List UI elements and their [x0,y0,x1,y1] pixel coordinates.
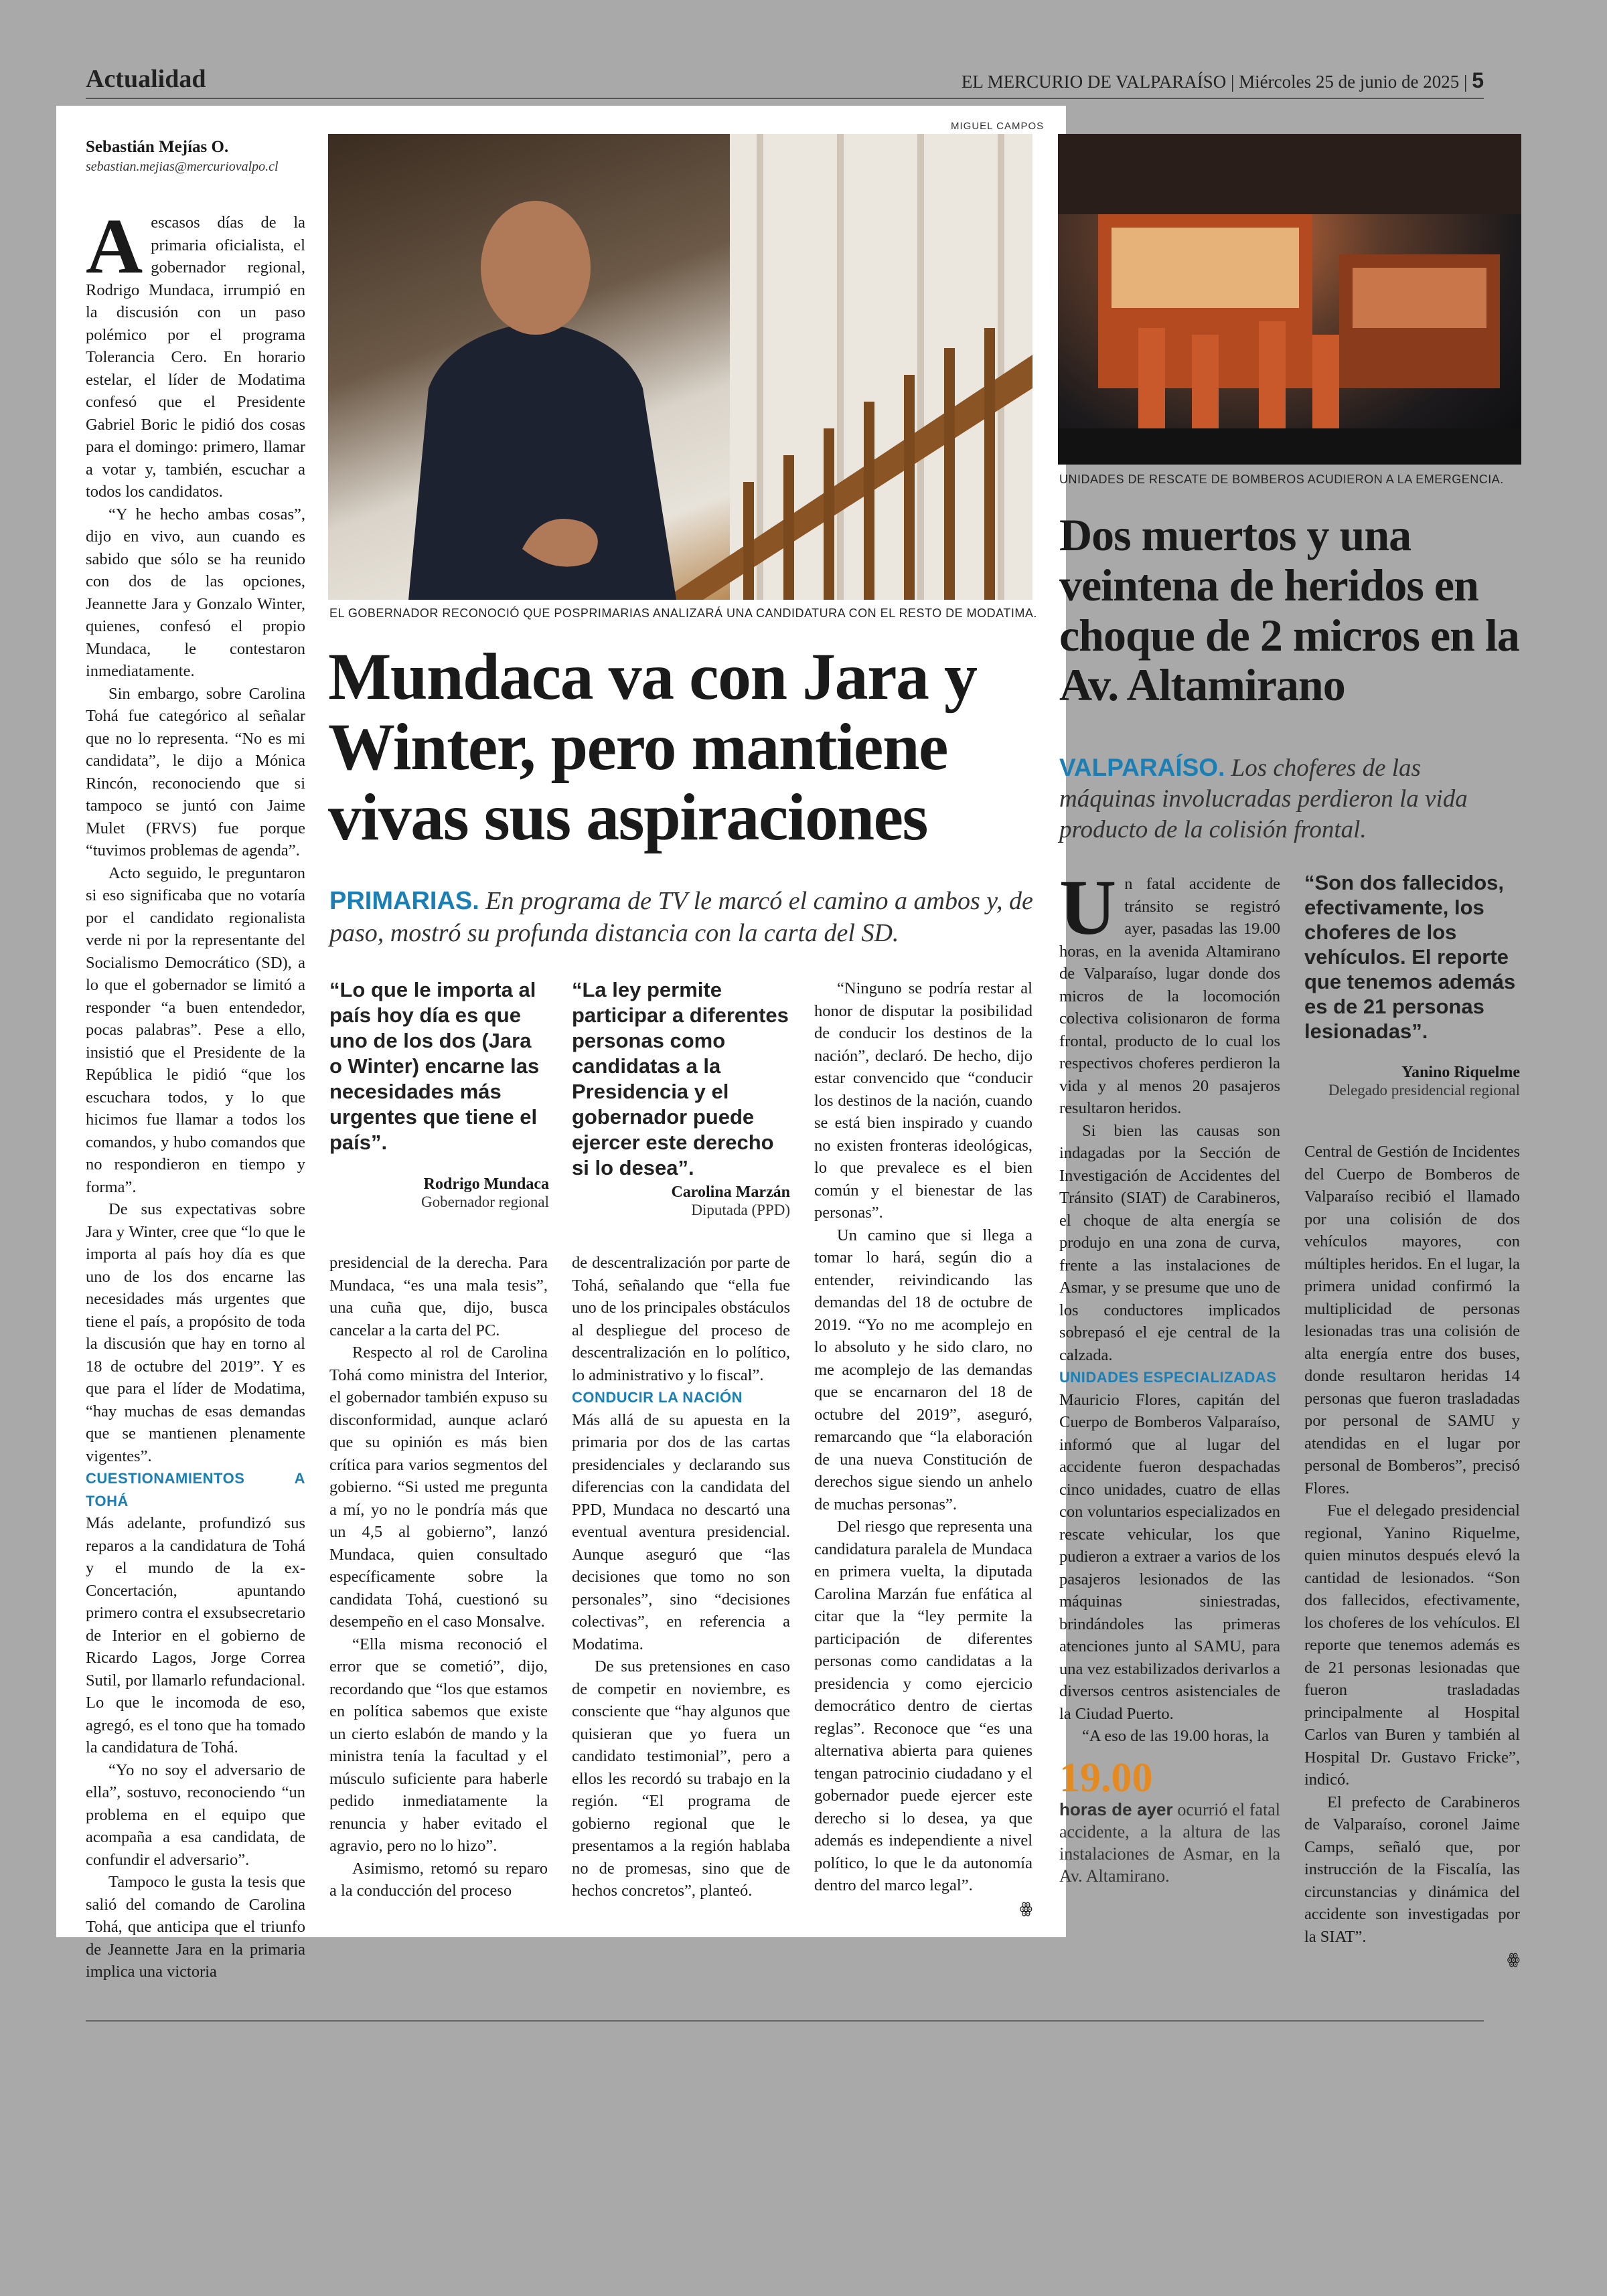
highlight-figure [1059,1754,1281,1887]
main-article-column-3 [572,1252,790,1902]
subheading: CUESTIONAMIENTOS A TOHÁ [86,1470,305,1509]
pull-quote-2 [572,977,790,1219]
paragraph: Más adelante, profundizó sus reparos a la candidatura de Tohá y el mundo de la ex-Concertación, apuntando primero contra el exsubsecretario de Interior en el gobierno de Ricardo Lagos, Jorge Correa Sutil, por llamarlo refundacional. Lo que le incomoda de eso, agregó, es el tono que ha tomado la candidatura de Tohá. [86,1514,305,1756]
paragraph: “Ella misma reconoció el error que se cometió”, dijo, recordando que “los que estamos en política sabemos que existe un cierto eslabón de mando y la ministra tenía la facultad y el músculo suficiente para haberle pedido inmediatamente la renuncia y haber evitado el agravio, pero no lo hizo”. [329,1635,548,1855]
paragraph: De sus pretensiones en caso de competir en noviembre, es consciente que “hay algunos que quisieran que yo fuera un candidato testimonial”, pero a ellos les recordó su trabajo en la región. “El programa de gobierno regional que le presentamos a la región hablaba no de promesas, sino que de hechos concretos”, planteó. [572,1657,790,1900]
paragraph: Fue el delegado presidencial regional, Yanino Riquelme, quien minutos después elevó la cantidad de lesionados. “Son dos fallecidos, efectivamente, los choferes de los vehículos. El reporte que tenemos además es de 21 personas lesionadas que fueron trasladadas principalmente al Hospital Carlos van Buren y también al Hospital Dr. Gustavo Fricke”, indicó. [1304,1501,1520,1789]
quote-text: “La ley permite participar a diferentes personas como candidatas a la Presidencia y el gobernador puede ejercer este derecho si lo desea”. [572,978,789,1179]
quote-text: “Son dos fallecidos, efectivamente, los choferes de los vehículos. El reporte que tenemos además es de 21 personas lesionadas”. [1304,871,1516,1043]
byline [86,138,307,175]
paragraph: De sus expectativas sobre Jara y Winter, cree que “lo que le importa al país hoy día es que uno de los dos encarne las necesidades más urgentes que tiene el país, a propósito de toda la discusión que hay en torno al 18 de octubre del 2019”. Y es que para el líder de Modatima, “hay muchas de esas demandas que se mantienen plenamente vigentes”. [86,1200,305,1465]
issue-date: Miércoles 25 de junio de 2025 [1239,72,1460,92]
dek-text: Los choferes de las máquinas involucradas perdieron la vida producto de la colisión frontal. [1059,754,1468,843]
page-number: 5 [1472,68,1484,92]
main-article-column-4 [814,977,1032,1919]
paragraph: “Ninguno se podría restar al honor de disputar la posibilidad de conducir los destinos de la nación”, declaró. De hecho, dijo estar convencido que “conducir los destinos de la nación, cuando se está bien inspirado y cuando no existen fronteras ideológicas, lo que prevalece es el bien común y el bienestar de las personas”. [814,979,1032,1222]
kicker: PRIMARIAS. [329,887,479,915]
dropcap: A [86,202,143,290]
paragraph: Tampoco le gusta la tesis que salió del comando de Carolina Tohá, que anticipa que el triunfo de Jeannette Jara en la primaria implica una victoria [86,1873,305,1981]
quote-role: Delegado presidencial regional [1328,1082,1520,1098]
portrait-illustration [328,134,1032,600]
paragraph: “Yo no soy el adversario de ella”, sostuvo, reconociendo “un problema en el equipo que acompaña a esa candidata, de confundir el adversario”. [86,1760,305,1869]
paragraph: Asimismo, retomó su reparo a la conducción del proceso [329,1859,548,1900]
dek-text: En programa de TV le marcó el camino a ambos y, de paso, mostró su profunda distancia con la carta del SD. [329,887,1033,947]
paragraph: n fatal accidente de tránsito se registró ayer, pasadas las 19.00 horas, en la avenida Altamirano de Valparaíso, lugar donde dos micros de la locomoción colectiva colisionaron de forma frontal, producto de lo cual los respectivos choferes perdieron la vida y al menos 20 pasajeros resultaron heridos. [1059,875,1280,1117]
paragraph: Mauricio Flores, capitán del Cuerpo de Bomberos Valparaíso, informó que al lugar del accidente fueron despachadas cinco unidades, cuatro de ellas con voluntarios especializados en rescate vehicular, los que pudieron a extraer a varios de los pasajeros lesionados de las máquinas siniestradas, brindándoles las primeras atenciones junto al SAMU, para una vez estabilizados derivarlos a diversos centros asistenciales de la Ciudad Puerto. [1059,1390,1280,1723]
newspaper-name: EL MERCURIO DE VALPARAÍSO [961,72,1227,92]
page-header [86,64,1484,99]
bottom-rule [86,2020,1484,2022]
section-label: Actualidad [86,65,206,93]
side-headline: Dos muertos y una veintena de heridos en choque de 2 micros en la Av. Altamirano [1059,509,1519,711]
paragraph: Central de Gestión de Incidentes del Cuerpo de Bomberos de Valparaíso recibió el llamado por una colisión de dos vehículos mayores, con múltiples heridos. En el lugar, la primera unidad confirmó la multiplicidad de personas lesionadas tras una colisión de alta energía entre dos buses, donde resultaron heridas 14 personas que fueron trasladadas por personal de SAMU y atendidas en el lugar por personal de Bomberos”, precisó Flores. [1304,1143,1520,1497]
quote-text: “Lo que le importa al país hoy día es que uno de los dos (Jara o Winter) encarne las necesidades más urgentes que tiene el país”. [329,978,540,1154]
highlight-desc: ocurrió el fatal accidente, a la altura de las instalaciones de Asmar, en la Av. Altamirano. [1059,1799,1281,1886]
side-photo [1058,134,1521,465]
kicker: VALPARAÍSO. [1059,754,1225,781]
side-photo-caption: UNIDADES DE RESCATE DE BOMBEROS ACUDIERON A LA EMERGENCIA. [1059,473,1504,486]
quote-role: Diputada (PPD) [691,1202,790,1218]
side-article-column-1 [1059,864,1281,1887]
paragraph: Sin embargo, sobre Carolina Tohá fue categórico al señalar que no lo representa. “No es mi candidata”, le dijo a Mónica Rincón, reconociendo que si tampoco se juntó con Jaime Mulet (FRVS) fue porque “tuvimos problemas de agenda”. [86,684,305,859]
subheading: CONDUCIR LA NACIÓN [572,1389,743,1406]
main-dek [329,885,1039,949]
side-article-column-2 [1304,1141,1520,1971]
paragraph: El prefecto de Carabineros de Valparaíso, coronel Jaime Camps, señaló que, por instrucción de la Fiscalía, las circunstancias y dinámica del accidente son investigadas por la SIAT”. [1304,1793,1520,1946]
side-pull-quote [1304,870,1520,1099]
pull-quote-1 [329,977,549,1211]
main-photo [328,134,1032,600]
paragraph: “Y he hecho ambas cosas”, dijo en vivo, aun cuando es sabido que sólo se ha reunido con dos de las opciones, Jeannette Jara y Gonzalo Winter, quienes, confesó el propio Mundaca, le contestaron inmediatamente. [86,505,305,680]
highlight-text [1059,1799,1280,1887]
main-photo-caption: EL GOBERNADOR RECONOCIÓ QUE POSPRIMARIAS ANALIZARÁ UNA CANDIDATURA CON EL RESTO DE MODATIMA. [329,606,1037,620]
paragraph: Respecto al rol de Carolina Tohá como ministra del Interior, el gobernador también expuso su disconformidad, aunque aclaró que su opinión es más bien crítica para varios segmentos del gobierno. “Si usted me pregunta a mí, yo no le pondría más que un 4,5 al gobierno”, lanzó Mundaca, quien consultado específicamente sobre la candidata Tohá, cuestionó su desempeño en el caso Monsalve. [329,1343,548,1631]
author-email[interactable]: sebastian.mejias@mercuriovalpo.cl [86,159,279,174]
highlight-number: 19.00 [1059,1754,1153,1801]
quote-name: Carolina Marzán [671,1183,790,1201]
paragraph: escasos días de la primaria oficialista, el gobernador regional, Rodrigo Mundaca, irrumpió en la discusión con un paso polémico por el programa Tolerancia Cero. En horario estelar, el líder de Modatima confesó que el Presidente Gabriel Boric le pidió dos cosas para el domingo: primero, llamar a votar y, también, escuchar a todos los candidatos. [86,214,305,501]
dropcap: U [1059,864,1117,951]
paragraph: de descentralización por parte de Tohá, señalando que “ella fue uno de los principales obstáculos al despliegue del proceso de descentralización en lo político, lo administrativo y lo fiscal”. [572,1254,790,1384]
main-article-column-2 [329,1252,548,1902]
paragraph: Un camino que si llega a tomar lo hará, según dio a entender, reivindicando las demandas del 18 de octubre de 2019. “Yo no me acomplejo en lo absoluto y he sido claro, no me acomplejo de las demandas que se encarnaron del 18 de octubre del 2019”, aseguró, remarcando que “la elaboración de una nueva Constitución de derechos sigue siendo un anhelo de muchas personas”. [814,1226,1032,1513]
photo-credit: MIGUEL CAMPOS [951,120,1045,132]
paragraph: presidencial de la derecha. Para Mundaca, “es una mala tesis”, una cuña que, dijo, busca cancelar a la carta del PC. [329,1254,548,1339]
quote-name: Rodrigo Mundaca [423,1175,549,1193]
subheading: UNIDADES ESPECIALIZADAS [1059,1369,1277,1386]
quote-role: Gobernador regional [421,1194,549,1210]
paragraph: Si bien las causas son indagadas por la Sección de Investigación de Accidentes del Tránsito (SIAT) de Carabineros, el choque de alta energía se produjo en una zona de curva, frente a las instalaciones de Asmar, y se presume que uno de los conductores implicados sobrepasó el eje central de la calzada. [1059,1121,1280,1364]
quote-name: Yanino Riquelme [1401,1064,1520,1081]
separator: | [1230,72,1239,92]
paragraph: Más allá de su apuesta en la primaria por dos de las cartas presidenciales y declarando sus diferencias con la candidata del PPD, Mundaca no descartó una eventual aventura presidencial. Aunque aseguró que “las decisiones que tomo no son personales”, sino “decisiones colectivas”, en referencia a Modatima. [572,1410,790,1653]
masthead [962,68,1484,93]
bus-crash-illustration [1058,134,1521,465]
end-mark-icon: ꙮ [1019,1899,1032,1916]
author-name: Sebastián Mejías O. [86,138,229,156]
separator: | [1464,72,1472,92]
paragraph: Del riesgo que representa una candidatura paralela de Mundaca en primera vuelta, la diputada Carolina Marzán fue enfática al citar que la “ley permite la participación de diferentes personas como candidatas a la presidencia y como ejercicio democrático dentro de ciertas reglas”. Reconoce que “es una alternativa abierta para quienes tengan patrocinio ciudadano y el gobernador puede ejercer este derecho si lo desea, ya que además es independiente a nivel político, lo que le da autonomía dentro del marco legal”. [814,1518,1032,1894]
paragraph: “A eso de las 19.00 horas, la [1082,1727,1269,1745]
paragraph: Acto seguido, le preguntaron si eso significaba que no votaría por el candidato regionalista verde ni por la representante del Socialismo Democrático (SD), a lo que el gobernador se limitó a responder “a buen entendedor, pocas palabras”. Pese a ello, insistió que el Presidente de la República le pidió “que los escuchara todos, y lo que hicimos fue llamar a todos los comandos, y hubo comandos que no respondieron en tiempo y forma”. [86,864,305,1196]
end-mark-icon: ꙮ [1507,1951,1520,1967]
side-dek [1059,752,1515,845]
highlight-bold: horas de ayer [1059,1799,1173,1819]
main-headline: Mundaca va con Jara y Winter, pero mantiene vivas sus aspiraciones [328,639,977,854]
main-article-column-1 [86,202,305,1983]
